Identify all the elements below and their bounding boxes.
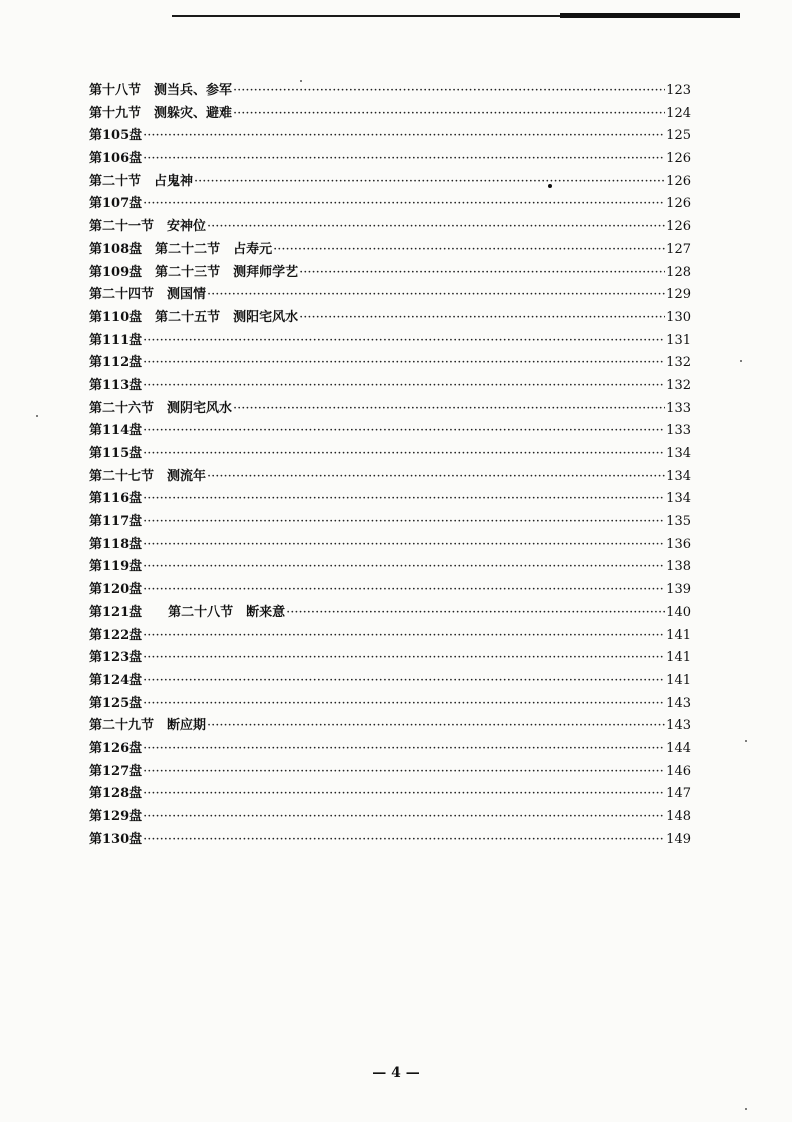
toc-entry-title: 第二十九节 断应期	[89, 718, 207, 734]
toc-entry-page: 147	[666, 786, 691, 802]
toc-entry-title: 第124盘	[89, 672, 143, 688]
toc-entry	[89, 556, 691, 579]
toc-entry-page: 134	[666, 468, 691, 484]
toc-entry	[89, 693, 691, 716]
toc-entry	[89, 307, 691, 330]
scan-speck	[36, 415, 38, 417]
toc-entry-title: 第129盘	[89, 809, 143, 824]
toc-entry-title: 第二十六节 测阴宅风水	[89, 400, 233, 416]
toc-entry-title: 第120盘	[89, 582, 143, 598]
toc-entry-title: 第二十一节 安神位	[89, 219, 207, 235]
toc-entry-page: 149	[666, 831, 691, 847]
toc-entry-page: 139	[666, 582, 691, 598]
toc-entry-page: 123	[666, 83, 691, 98]
dot-leader	[143, 352, 665, 375]
dot-leader	[286, 602, 665, 625]
toc-entry	[89, 625, 691, 648]
dot-leader	[143, 647, 665, 670]
dot-leader	[143, 829, 665, 852]
toc-entry	[89, 262, 691, 285]
toc-entry-page: 138	[666, 559, 691, 575]
toc-entry-title: 第125盘	[89, 695, 143, 711]
scan-speck	[745, 1108, 747, 1110]
toc-entry-page: 133	[666, 423, 691, 439]
toc-entry	[89, 330, 691, 353]
dot-leader	[273, 239, 665, 262]
dot-leader	[233, 398, 665, 421]
toc-entry-title: 第二十七节 测流年	[89, 468, 207, 484]
toc-entry	[89, 125, 691, 148]
dot-leader	[143, 579, 665, 602]
dot-leader	[143, 693, 665, 716]
toc-entry-title: 第二十四节 测国情	[89, 287, 207, 303]
toc-entry-page: 146	[666, 763, 691, 779]
toc-entry-page: 143	[666, 718, 691, 734]
toc-entry-title: 第115盘	[89, 446, 143, 461]
toc-entry-page: 132	[666, 377, 691, 393]
toc-entry-page: 143	[666, 695, 691, 711]
toc-entry	[89, 103, 691, 126]
toc-entry	[89, 148, 691, 171]
dot-leader	[143, 534, 665, 557]
toc-entry-title: 第121盘 第二十八节 断来意	[89, 604, 286, 620]
table-of-contents	[89, 80, 691, 851]
toc-entry-page: 126	[666, 173, 691, 189]
toc-entry-page: 126	[666, 219, 691, 235]
toc-entry-title: 第127盘	[89, 763, 143, 779]
dot-leader	[194, 171, 665, 194]
toc-entry	[89, 216, 691, 239]
scan-speck	[300, 80, 302, 82]
toc-entry	[89, 715, 691, 738]
toc-entry-title: 第116盘	[89, 491, 143, 507]
toc-entry-page: 141	[666, 672, 691, 688]
toc-entry-title: 第123盘	[89, 650, 143, 666]
toc-entry-page: 130	[666, 309, 691, 325]
toc-entry-title: 第122盘	[89, 627, 143, 643]
toc-entry-page: 128	[666, 264, 691, 280]
toc-entry	[89, 511, 691, 534]
dot-leader	[233, 103, 665, 126]
toc-entry-page: 148	[666, 809, 691, 824]
toc-entry	[89, 239, 691, 262]
dot-leader	[207, 216, 665, 239]
toc-entry	[89, 761, 691, 784]
toc-entry-page: 136	[666, 536, 691, 552]
toc-entry	[89, 171, 691, 194]
toc-entry-page: 126	[666, 196, 691, 212]
toc-entry	[89, 352, 691, 375]
dot-leader	[143, 330, 665, 353]
toc-entry	[89, 398, 691, 421]
toc-entry-page: 129	[666, 287, 691, 303]
toc-entry	[89, 829, 691, 852]
toc-entry	[89, 579, 691, 602]
page-number: — 4 —	[372, 1065, 420, 1081]
toc-entry-page: 134	[666, 491, 691, 507]
toc-entry	[89, 738, 691, 761]
toc-entry	[89, 284, 691, 307]
toc-entry-title: 第二十节 占鬼神	[89, 173, 194, 189]
dot-leader	[143, 761, 665, 784]
toc-entry-title: 第128盘	[89, 786, 143, 802]
toc-entry	[89, 80, 691, 103]
toc-entry-title: 第110盘 第二十五节 测阳宅风水	[89, 309, 299, 325]
dot-leader	[143, 193, 665, 216]
toc-entry-title: 第119盘	[89, 559, 143, 575]
dot-leader	[143, 738, 665, 761]
dot-leader	[143, 511, 665, 534]
toc-entry-page: 135	[666, 514, 691, 530]
toc-entry-title: 第130盘	[89, 831, 143, 847]
dot-leader	[143, 375, 665, 398]
toc-entry	[89, 647, 691, 670]
toc-entry-title: 第105盘	[89, 128, 143, 144]
toc-entry-title: 第113盘	[89, 377, 143, 393]
toc-entry-page: 144	[666, 740, 691, 756]
toc-entry	[89, 783, 691, 806]
toc-entry-page: 141	[666, 627, 691, 643]
toc-entry-title: 第十九节 测躲灾、避难	[89, 105, 233, 121]
dot-leader	[207, 284, 665, 307]
dot-leader	[143, 443, 665, 466]
toc-entry-title: 第109盘 第二十三节 测拜师学艺	[89, 264, 299, 280]
scan-speck	[745, 740, 747, 742]
dot-leader	[207, 715, 665, 738]
toc-entry-page: 133	[666, 400, 691, 416]
toc-entry-title: 第111盘	[89, 332, 143, 348]
toc-entry-title: 第114盘	[89, 423, 143, 439]
toc-entry-page: 131	[666, 332, 691, 348]
toc-entry-title: 第126盘	[89, 740, 143, 756]
dot-leader	[299, 262, 665, 285]
dot-leader	[143, 556, 665, 579]
toc-entry-page: 132	[666, 355, 691, 371]
toc-entry-title: 第117盘	[89, 514, 143, 530]
toc-entry-title: 第十八节 测当兵、参军	[89, 83, 233, 98]
dot-leader	[233, 80, 665, 103]
toc-entry-page: 127	[666, 241, 691, 257]
toc-entry-title: 第108盘 第二十二节 占寿元	[89, 241, 273, 257]
toc-entry	[89, 602, 691, 625]
toc-entry	[89, 466, 691, 489]
toc-entry	[89, 443, 691, 466]
toc-entry-title: 第118盘	[89, 536, 143, 552]
dot-leader	[143, 125, 665, 148]
toc-entry-page: 141	[666, 650, 691, 666]
toc-entry-title: 第112盘	[89, 355, 143, 371]
toc-entry	[89, 420, 691, 443]
dot-leader	[143, 488, 665, 511]
toc-entry	[89, 193, 691, 216]
dot-leader	[143, 148, 665, 171]
dot-leader	[299, 307, 665, 330]
toc-entry	[89, 670, 691, 693]
toc-entry-page: 124	[666, 105, 691, 121]
toc-entry	[89, 488, 691, 511]
toc-entry	[89, 534, 691, 557]
toc-entry-page: 140	[666, 604, 691, 620]
toc-entry-title: 第106盘	[89, 151, 143, 167]
toc-entry	[89, 375, 691, 398]
dot-leader	[143, 783, 665, 806]
dot-leader	[143, 420, 665, 443]
dot-leader	[143, 806, 665, 829]
scan-speck	[740, 360, 742, 362]
dot-leader	[143, 625, 665, 648]
top-rule-accent	[560, 13, 740, 18]
scan-speck	[548, 184, 552, 188]
toc-entry	[89, 806, 691, 829]
toc-entry-title: 第107盘	[89, 196, 143, 212]
dot-leader	[207, 466, 665, 489]
dot-leader	[143, 670, 665, 693]
toc-entry-page: 125	[666, 128, 691, 144]
toc-entry-page: 126	[666, 151, 691, 167]
toc-entry-page: 134	[666, 446, 691, 461]
